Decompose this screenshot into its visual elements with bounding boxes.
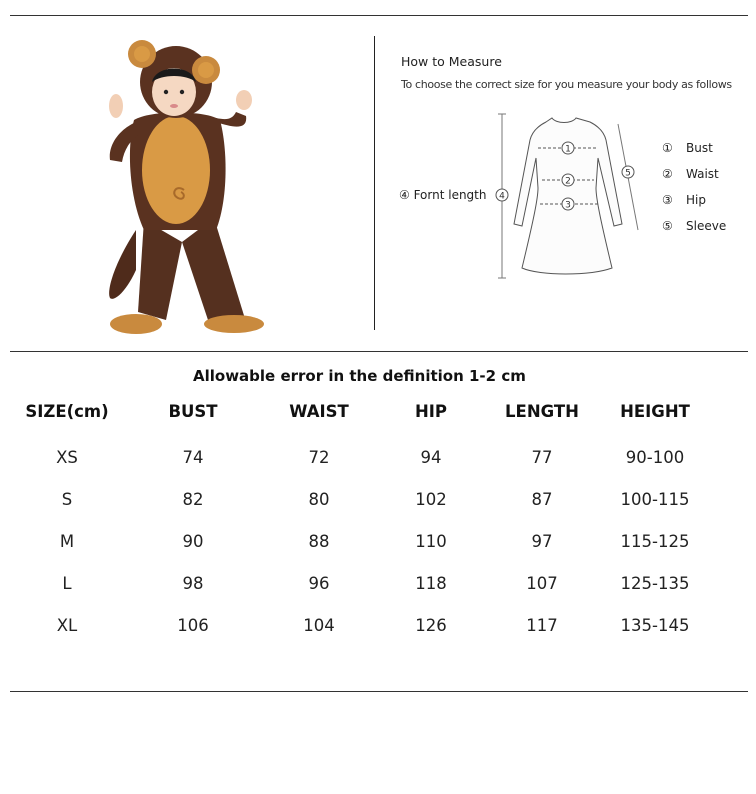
table-row xyxy=(0,532,756,574)
legend-label: Waist xyxy=(686,167,719,181)
table-cell: 135-145 xyxy=(620,616,690,635)
legend-item xyxy=(662,166,726,192)
legend-number: ③ xyxy=(662,193,673,207)
table-cell: 74 xyxy=(182,448,204,467)
table-cell: 115-125 xyxy=(620,532,690,551)
table-cell: 126 xyxy=(415,616,447,635)
table-row xyxy=(0,448,756,490)
header-size: SIZE(cm) xyxy=(25,402,109,421)
table-cell: 72 xyxy=(308,448,330,467)
legend-label: Sleeve xyxy=(686,219,727,233)
top-divider xyxy=(10,15,748,16)
measurement-legend xyxy=(662,140,726,244)
table-cell: 118 xyxy=(415,574,447,593)
legend-label: Hip xyxy=(686,193,706,207)
product-photo xyxy=(96,30,276,340)
table-row xyxy=(0,574,756,616)
table-row xyxy=(0,490,756,532)
table-cell: 90-100 xyxy=(625,448,685,467)
table-cell: 98 xyxy=(182,574,204,593)
table-cell: XL xyxy=(56,616,78,635)
legend-number: ⑤ xyxy=(662,219,673,233)
table-cell: 110 xyxy=(415,532,447,551)
header-waist: WAIST xyxy=(289,402,349,421)
header-height: HEIGHT xyxy=(620,402,690,421)
section-divider xyxy=(374,36,375,330)
legend-item xyxy=(662,192,726,218)
table-cell: 97 xyxy=(531,532,553,551)
table-cell: 96 xyxy=(308,574,330,593)
marker-1: 1 xyxy=(565,144,571,155)
legend-number: ② xyxy=(662,167,673,181)
table-cell: 82 xyxy=(182,490,204,509)
table-cell: M xyxy=(59,532,75,551)
front-length-label: ④ Fornt length xyxy=(399,188,487,202)
how-to-measure-subtitle: To choose the correct size for you measure your body as follows xyxy=(401,78,732,91)
table-cell: 104 xyxy=(303,616,335,635)
table-cell: 125-135 xyxy=(620,574,690,593)
table-cell: 106 xyxy=(177,616,209,635)
table-cell: 77 xyxy=(531,448,553,467)
table-cell: 100-115 xyxy=(620,490,690,509)
marker-5: 5 xyxy=(625,168,631,179)
table-cell: 117 xyxy=(526,616,558,635)
header-length: LENGTH xyxy=(505,402,579,421)
dress-measurement-diagram xyxy=(490,108,650,286)
marker-4: 4 xyxy=(499,191,505,202)
legend-number: ① xyxy=(662,141,673,155)
table-cell: 94 xyxy=(420,448,442,467)
marker-2: 2 xyxy=(565,176,571,187)
how-to-measure-title: How to Measure xyxy=(401,54,502,69)
table-cell: 90 xyxy=(182,532,204,551)
legend-item xyxy=(662,140,726,166)
table-cell: 87 xyxy=(531,490,553,509)
header-hip: HIP xyxy=(414,402,448,421)
table-cell: 102 xyxy=(415,490,447,509)
bottom-divider xyxy=(10,691,748,692)
allowable-error-note: Allowable error in the definition 1-2 cm xyxy=(193,367,526,385)
table-row xyxy=(0,616,756,658)
table-header-row xyxy=(0,402,756,448)
table-cell: 107 xyxy=(526,574,558,593)
table-cell: 80 xyxy=(308,490,330,509)
table-cell: S xyxy=(61,490,73,509)
legend-label: Bust xyxy=(686,141,713,155)
table-cell: XS xyxy=(56,448,78,467)
header-bust: BUST xyxy=(168,402,218,421)
table-cell: 88 xyxy=(308,532,330,551)
middle-divider xyxy=(10,351,748,352)
size-chart-table xyxy=(0,402,756,658)
legend-item xyxy=(662,218,726,244)
marker-3: 3 xyxy=(565,200,571,211)
table-cell: L xyxy=(62,574,72,593)
